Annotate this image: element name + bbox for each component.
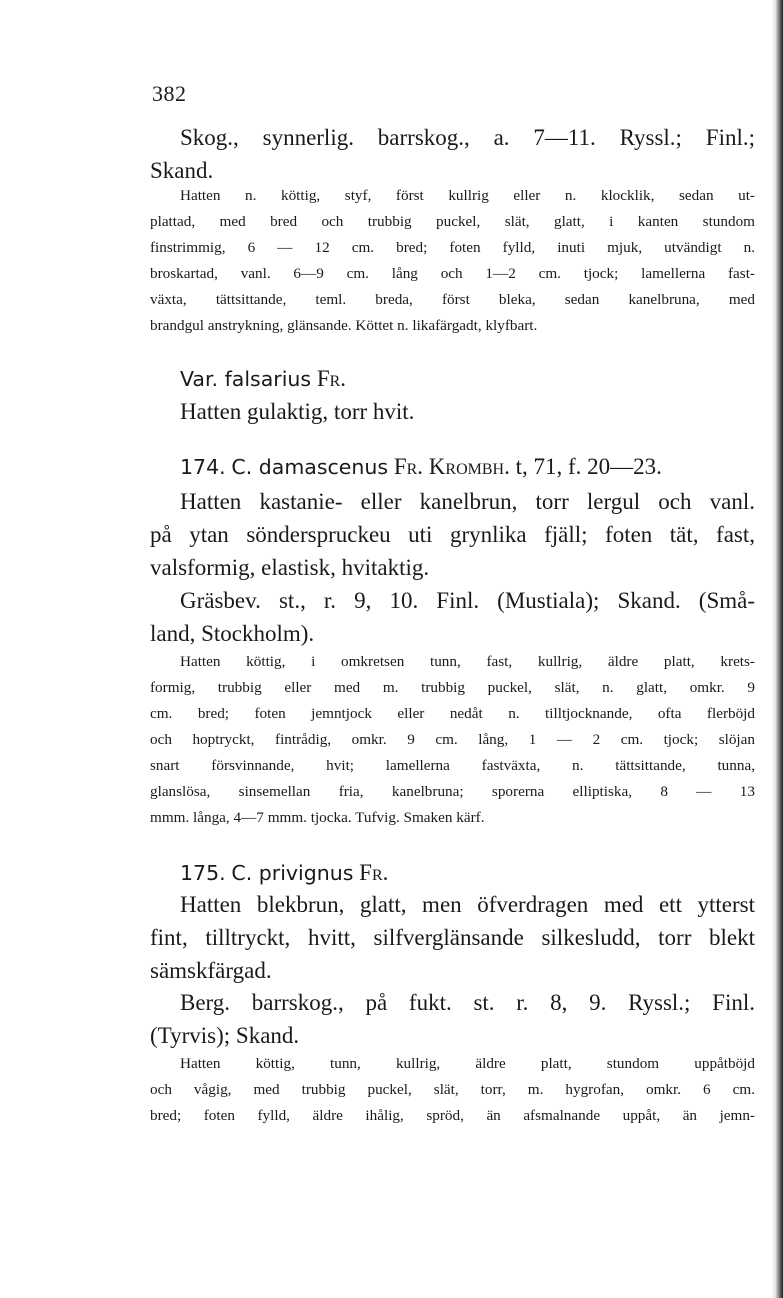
text-line: Gräsbev. st., r. 9, 10. Finl. (Mustiala); Skand. (Små-: [180, 588, 755, 613]
text-line: Hatten gulaktig, torr hvit.: [180, 399, 415, 424]
text-line: snart försvinnande, hvit; lamellerna fastväxta, n. tättsittande, tunna,: [150, 757, 755, 774]
species-reference: t, 71, f. 20—23.: [515, 454, 662, 479]
text-line: glanslösa, sinsemellan fria, kanelbruna; sporerna elliptiska, 8 — 13: [150, 783, 755, 800]
text-line: Hatten kastanie- eller kanelbrun, torr lergul och vanl.: [180, 489, 755, 514]
text-line: och vågig, med trubbig puckel, slät, torr, m. hygrofan, omkr. 6 cm.: [150, 1081, 755, 1098]
species-author: Fr.: [359, 860, 389, 885]
text-line: på ytan sönderspruckeu uti grynlika fjäll; foten tät, fast,: [150, 522, 755, 547]
text-line: Hatten blekbrun, glatt, men öfverdragen med ett ytterst: [180, 892, 755, 917]
species-name: C. damascenus: [231, 455, 389, 479]
species-174-habitat: [150, 584, 755, 650]
text-line: Skog., synnerlig. barrskog., a. 7—11. Ryssl.; Finl.;: [180, 125, 755, 150]
variety-description: [150, 395, 755, 428]
text-line: fint, tilltryckt, hvitt, silfverglänsande silkesludd, torr blekt: [150, 925, 755, 950]
text-line: cm. bred; foten jemntjock eller nedåt n. tilltjocknande, ofta flerböjd: [150, 705, 755, 722]
species-name: C. privignus: [231, 861, 354, 885]
text-line: land, Stockholm).: [150, 621, 315, 646]
variety-prefix: Var.: [180, 367, 225, 391]
species-174-description: [150, 485, 755, 584]
variety-author: Fr.: [316, 366, 347, 391]
text-line: bred; foten fylld, äldre ihålig, spröd, än afsmalnande uppåt, än jemn-: [150, 1107, 755, 1124]
text-line: (Tyrvis); Skand.: [150, 1023, 300, 1048]
variety-name: falsarius: [224, 367, 312, 391]
text-line: och hoptryckt, fintrådig, omkr. 9 cm. lång, 1 — 2 cm. tjock; slöjan: [150, 731, 755, 748]
species-174-details: [150, 649, 755, 831]
text-line: valsformig, elastisk, hvitaktig.: [150, 555, 430, 580]
page-edge-shadow: [771, 0, 783, 1298]
species-175-heading: [150, 856, 755, 890]
text-line: brandgul anstrykning, glänsande. Köttet n. likafärgadt, klyfbart.: [150, 317, 538, 334]
text-line: formig, trubbig eller med m. trubbig puckel, slät, n. glatt, omkr. 9: [150, 679, 755, 696]
species-author: Fr. Krombh.: [393, 454, 510, 479]
species-175-habitat: [150, 986, 755, 1052]
species-174-heading: [150, 450, 755, 484]
species-number: 175.: [180, 861, 226, 885]
text-line: Hatten n. köttig, styf, först kullrig eller n. klocklik, sedan ut-: [180, 187, 755, 204]
text-line: Hatten köttig, tunn, kullrig, äldre platt, stundom uppåtböjd: [180, 1055, 755, 1072]
text-line: Skand.: [150, 158, 214, 183]
species-number: 174.: [180, 455, 226, 479]
text-line: växta, tättsittande, teml. breda, först bleka, sedan kanelbruna, med: [150, 291, 755, 308]
habitat-paragraph-1: [150, 121, 755, 187]
description-paragraph-1: [150, 183, 755, 339]
text-line: Berg. barrskog., på fukt. st. r. 8, 9. Ryssl.; Finl.: [180, 990, 755, 1015]
text-line: plattad, med bred och trubbig puckel, slät, glatt, i kanten stundom: [150, 213, 755, 230]
text-line: broskartad, vanl. 6—9 cm. lång och 1—2 cm. tjock; lamellerna fast-: [150, 265, 755, 282]
species-175-details: [150, 1051, 755, 1129]
text-line: finstrimmig, 6 — 12 cm. bred; foten fylld, inuti mjuk, utvändigt n.: [150, 239, 755, 256]
text-line: mmm. långa, 4—7 mmm. tjocka. Tufvig. Smaken kärf.: [150, 809, 485, 826]
page-number: 382: [152, 81, 187, 106]
text-line: Hatten köttig, i omkretsen tunn, fast, kullrig, äldre platt, krets-: [180, 653, 755, 670]
species-175-description: [150, 888, 755, 987]
variety-heading: [150, 362, 755, 396]
text-line: sämskfärgad.: [150, 958, 272, 983]
